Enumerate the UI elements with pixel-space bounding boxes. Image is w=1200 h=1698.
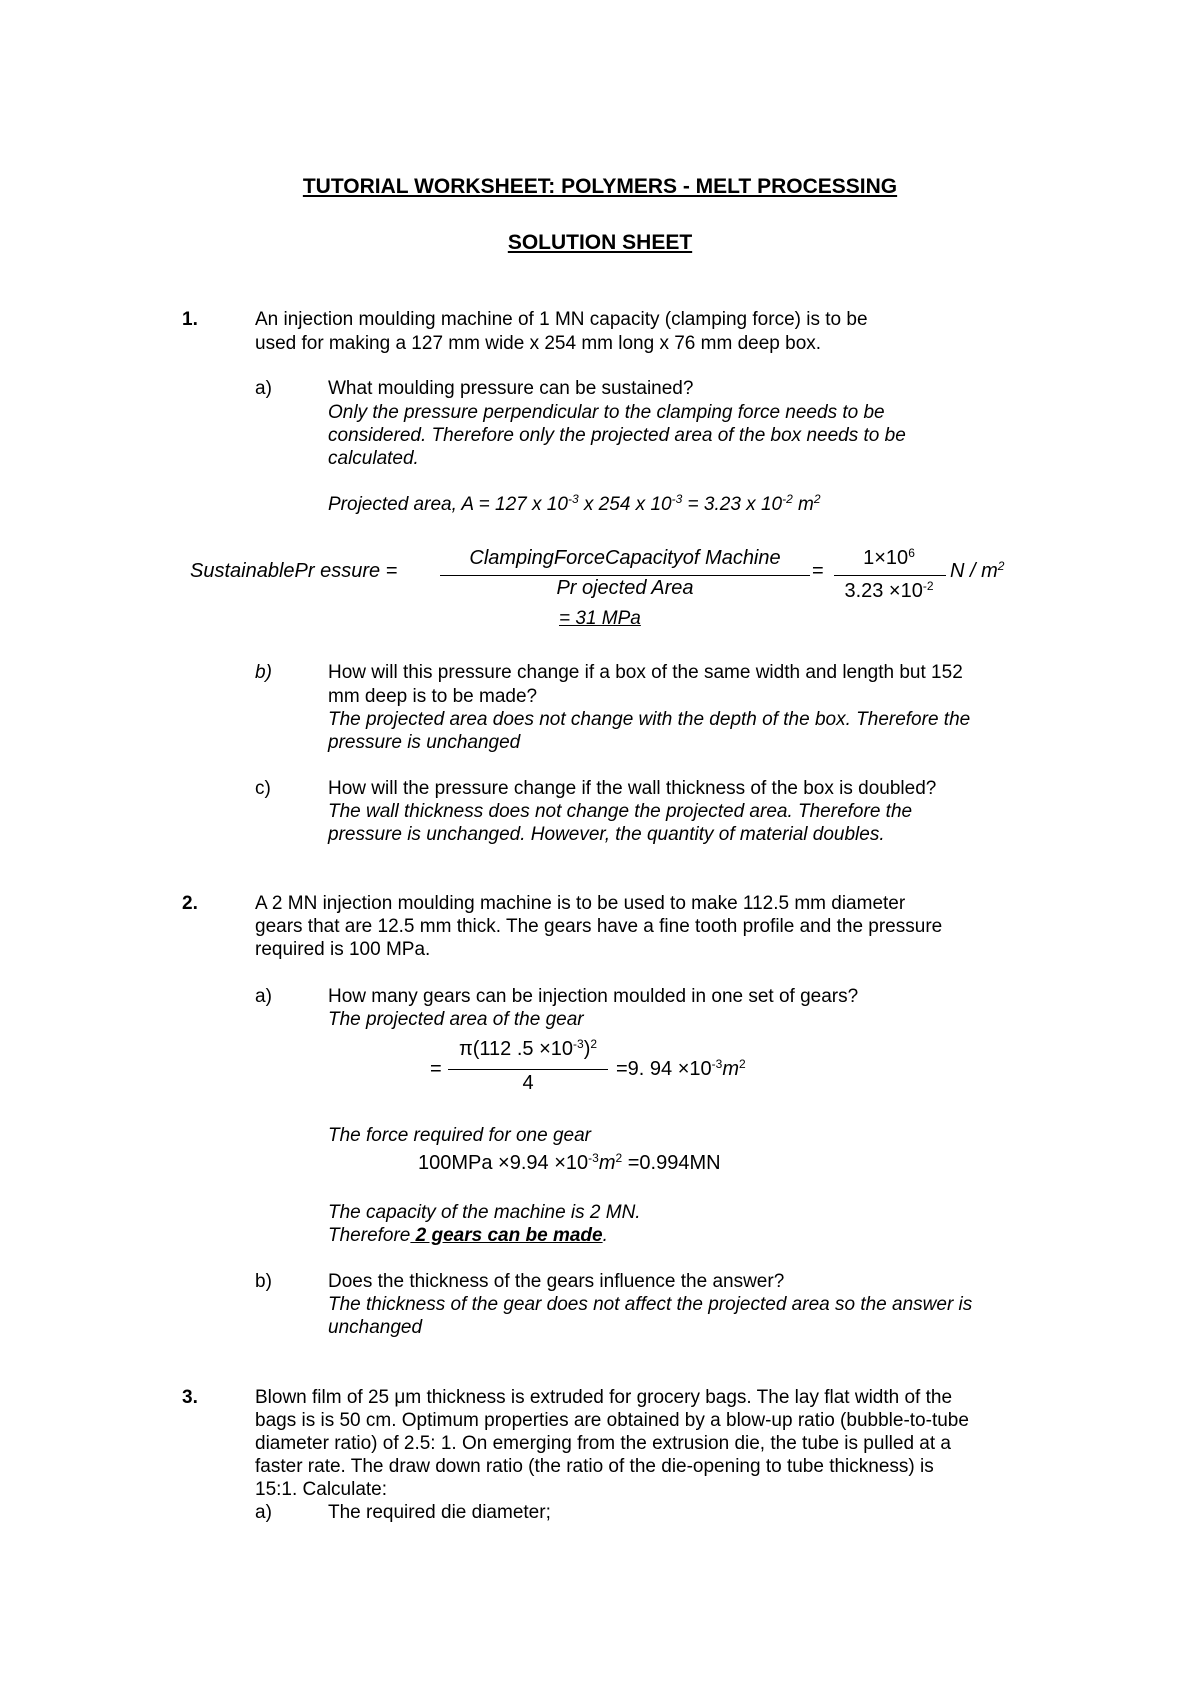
q1a-equation-lhs: SustainablePr essure = (190, 560, 398, 582)
question-1-number: 1. (182, 309, 198, 330)
question-2-number: 2. (182, 893, 198, 914)
q2a-equation-1-lhs: = (430, 1058, 442, 1080)
question-3-text-line: diameter ratio) of 2.5: 1. On emerging from the extrusion die, the tube is pulled at a (255, 1433, 951, 1454)
q1b-question-line: mm deep is to be made? (328, 686, 538, 707)
question-3-text-line: 15:1. Calculate: (255, 1479, 388, 1500)
q2a-equation-2: $100MPa \times 9.94 \times 10^{-3}m^2 =0.994MN$ (418, 1151, 721, 1174)
q2b-label: b) (255, 1271, 272, 1292)
q1b-answer-line: The projected area does not change with the depth of the box. Therefore the (328, 709, 971, 730)
q2a-equation-1-rhs: =9. $94 \times 10^{-3}m^2$ (616, 1057, 746, 1080)
q1b-answer-line: pressure is unchanged (328, 732, 521, 753)
question-3-text-line: faster rate. The draw down ratio (the ratio of the die-opening to tube thickness) is (255, 1456, 934, 1477)
q1b-question-line: How will this pressure change if a box of the same width and length but 152 (328, 662, 963, 683)
question-2-text-line: A 2 MN injection moulding machine is to be used to make 112.5 mm diameter (255, 893, 906, 914)
q1c-answer-line: pressure is unchanged. However, the quantity of material doubles. (328, 824, 885, 845)
q1a-result: = 31 MPa (559, 608, 641, 629)
q1a-fraction-bar (440, 575, 810, 576)
q2a-equation-1-denominator: 4 (522, 1072, 534, 1094)
q2a-answer-capacity: The capacity of the machine is 2 MN. (328, 1202, 641, 1223)
q2b-answer-line: The thickness of the gear does not affect the projected area so the answer is (328, 1294, 973, 1315)
q1a-fraction-bar-2 (834, 575, 946, 576)
q3a-label: a) (255, 1502, 272, 1523)
question-3-number: 3. (182, 1387, 198, 1408)
q2a-answer-conclusion: Therefore 2 gears can be made. (328, 1225, 608, 1246)
q3a-question: The required die diameter; (328, 1502, 551, 1523)
q1c-question: How will the pressure change if the wall thickness of the box is doubled? (328, 778, 937, 799)
q1a-question: What moulding pressure can be sustained? (328, 378, 694, 399)
q1a-equation-denominator: Pr ojected Area (556, 577, 694, 599)
q1a-answer-line: Only the pressure perpendicular to the clamping force needs to be (328, 402, 885, 423)
q1a-answer-line: considered. Therefore only the projected area of the box needs to be (328, 425, 906, 446)
q1c-label: c) (255, 778, 271, 799)
q1a-answer-line: calculated. (328, 448, 419, 469)
q2a-answer-force-intro: The force required for one gear (328, 1125, 591, 1146)
q1a-equation-denominator-2: $3.23 \times 10^{-2}$ (844, 579, 934, 602)
q2a-fraction-bar (448, 1069, 608, 1070)
question-1-text-line: An injection moulding machine of 1 MN capacity (clamping force) is to be (255, 309, 868, 330)
page-subtitle: SOLUTION SHEET (507, 231, 693, 254)
q2a-question: How many gears can be injection moulded in one set of gears? (328, 986, 859, 1007)
q1a-label: a) (255, 378, 272, 399)
q1c-answer-line: The wall thickness does not change the projected area. Therefore the (328, 801, 913, 822)
q1a-equation-unit: N / $m^2$ (950, 559, 1005, 582)
q1b-label: b) (255, 662, 272, 683)
question-3-text-line: Blown film of 25 μm thickness is extruded for grocery bags. The lay flat width of the (255, 1387, 953, 1408)
question-2-text-line: required is 100 MPa. (255, 939, 431, 960)
q2a-equation-1-numerator: π(112 $.5 \times 10^{-3})^2$ (458, 1037, 598, 1060)
q1a-equation-equals: = (812, 560, 824, 582)
question-1-text-line: used for making a 127 mm wide x 254 mm long x 76 mm deep box. (255, 333, 822, 354)
question-2-text-line: gears that are 12.5 mm thick. The gears have a fine tooth profile and the pressure (255, 916, 943, 937)
q2a-answer-area-intro: The projected area of the gear (328, 1009, 584, 1030)
q2b-question: Does the thickness of the gears influence the answer? (328, 1271, 785, 1292)
q2b-answer-line: unchanged (328, 1317, 423, 1338)
question-3-text-line: bags is is 50 cm. Optimum properties are obtained by a blow-up ratio (bubble-to-tube (255, 1410, 969, 1431)
q1a-projected-area: Projected area, A = 127 x $10^{-3}$ x 254 x $10^{-3} = 3.23$ x $10^{-2}$ $m^2$ (328, 492, 821, 515)
q1a-equation-numerator-2: $1\times 10^6$ (863, 546, 915, 569)
q1a-equation-numerator: ClampingForceCapacityof Machine (469, 547, 781, 569)
page-title: TUTORIAL WORKSHEET: POLYMERS - MELT PROCESSING (302, 175, 898, 198)
q2a-label: a) (255, 986, 272, 1007)
